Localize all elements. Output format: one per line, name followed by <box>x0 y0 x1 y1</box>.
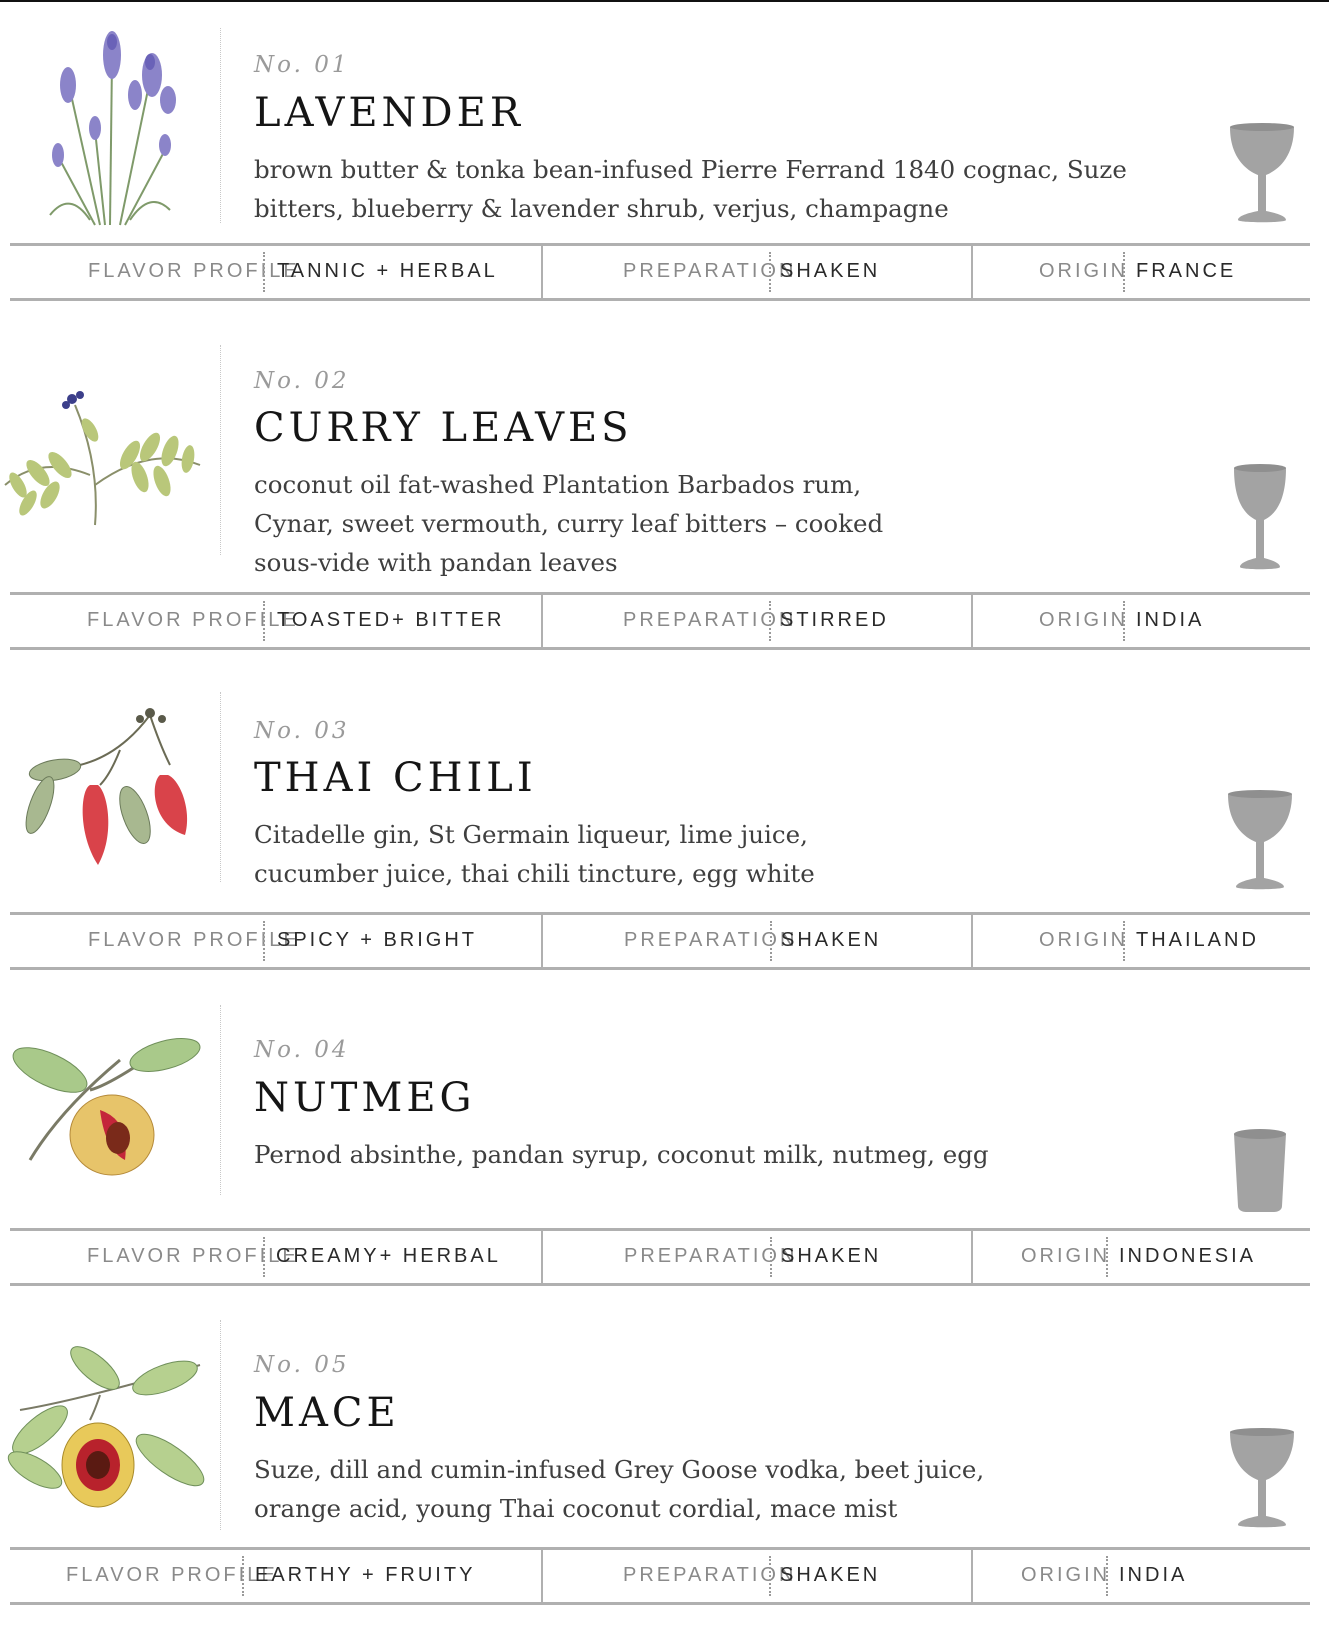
preparation-label: PREPARATION <box>623 260 797 282</box>
flavor-cell <box>10 246 541 298</box>
drink-description: brown butter & tonka bean-infused Pierre Ferrand 1840 cognac, Suze bitters, blueberry & lavender shrub, verjus, champagne <box>254 155 1127 223</box>
label-separator <box>769 601 771 641</box>
flavor-value: TANNIC + HERBAL <box>277 260 498 282</box>
flavor-value: SPICY + BRIGHT <box>277 929 478 951</box>
preparation-value: STIRRED <box>780 609 889 631</box>
drink-number: No. 02 <box>254 368 350 394</box>
divider-dotted <box>220 692 221 882</box>
drink-description: Suze, dill and cumin-infused Grey Goose vodka, beet juice, orange acid, young Thai coconut cordial, mace mist <box>254 1455 985 1523</box>
drink-number: No. 04 <box>254 1037 350 1063</box>
origin-value: THAILAND <box>1136 929 1259 951</box>
label-separator <box>1123 921 1125 961</box>
curry-leaves-illustration <box>0 385 215 545</box>
top-rule <box>0 0 1329 2</box>
preparation-cell <box>541 1550 973 1602</box>
flavor-value: TOASTED+ BITTER <box>277 609 505 631</box>
preparation-cell <box>541 595 973 647</box>
origin-cell <box>971 1550 1312 1602</box>
origin-label: ORIGIN <box>1039 929 1129 951</box>
divider-dotted <box>220 345 221 555</box>
preparation-label: PREPARATION <box>624 929 798 951</box>
drink-name: CURRY LEAVES <box>254 405 633 451</box>
label-separator <box>242 1556 244 1596</box>
label-separator <box>769 1556 771 1596</box>
drink-name: NUTMEG <box>254 1075 476 1121</box>
preparation-cell <box>541 1231 973 1283</box>
flavor-value: EARTHY + FRUITY <box>255 1564 476 1586</box>
drink-description: Citadelle gin, St Germain liqueur, lime juice, cucumber juice, thai chili tincture, egg white <box>254 820 815 888</box>
flavor-cell <box>10 1231 541 1283</box>
origin-label: ORIGIN <box>1039 609 1129 631</box>
mace-illustration <box>0 1340 215 1515</box>
origin-label: ORIGIN <box>1039 260 1129 282</box>
label-separator <box>1123 601 1125 641</box>
flavor-label: FLAVOR PROFILE <box>87 1245 299 1267</box>
flavor-label: FLAVOR PROFILE <box>87 609 299 631</box>
label-separator <box>1106 1237 1108 1277</box>
flavor-value: CREAMY+ HERBAL <box>276 1245 501 1267</box>
preparation-value: SHAKEN <box>781 929 882 951</box>
preparation-value: SHAKEN <box>781 1245 882 1267</box>
flavor-cell <box>10 915 541 967</box>
origin-cell <box>971 1231 1312 1283</box>
flavor-label: FLAVOR PROFILE <box>88 929 300 951</box>
drink-name: MACE <box>254 1390 400 1436</box>
origin-value: FRANCE <box>1136 260 1237 282</box>
preparation-label: PREPARATION <box>624 1245 798 1267</box>
info-bar <box>10 912 1310 970</box>
label-separator <box>1106 1556 1108 1596</box>
info-bar <box>10 243 1310 301</box>
preparation-label: PREPARATION <box>623 609 797 631</box>
drink-name: THAI CHILI <box>254 755 537 801</box>
divider-dotted <box>220 1320 221 1530</box>
thai-chili-illustration <box>0 705 215 875</box>
flavor-cell <box>10 1550 541 1602</box>
label-separator <box>263 1237 265 1277</box>
divider-dotted <box>220 1005 221 1195</box>
label-separator <box>770 921 772 961</box>
tumbler-glass-icon <box>1232 1128 1288 1218</box>
drink-number: No. 03 <box>254 718 350 744</box>
label-separator <box>263 252 265 292</box>
origin-cell <box>971 915 1312 967</box>
drink-number: No. 05 <box>254 1352 350 1378</box>
flavor-label: FLAVOR PROFILE <box>88 260 300 282</box>
origin-cell <box>971 595 1312 647</box>
drink-description: Pernod absinthe, pandan syrup, coconut milk, nutmeg, egg <box>254 1140 989 1169</box>
origin-label: ORIGIN <box>1021 1564 1111 1586</box>
origin-value: INDONESIA <box>1119 1245 1257 1267</box>
preparation-cell <box>541 915 973 967</box>
origin-value: INDIA <box>1136 609 1205 631</box>
info-bar <box>10 1228 1310 1286</box>
label-separator <box>1123 252 1125 292</box>
flavor-cell <box>10 595 541 647</box>
coupe-glass-icon <box>1228 123 1296 229</box>
lavender-illustration <box>0 20 215 230</box>
preparation-label: PREPARATION <box>623 1564 797 1586</box>
origin-value: INDIA <box>1119 1564 1188 1586</box>
drink-number: No. 01 <box>254 52 350 78</box>
nutmeg-illustration <box>0 1030 215 1180</box>
preparation-value: SHAKEN <box>780 1564 881 1586</box>
divider-dotted <box>220 28 221 223</box>
preparation-cell <box>541 246 973 298</box>
info-bar <box>10 1547 1310 1605</box>
preparation-value: SHAKEN <box>780 260 881 282</box>
drink-description: coconut oil fat-washed Plantation Barbados rum, Cynar, sweet vermouth, curry leaf bitters – cooked sous-vide with pandan leaves <box>254 470 884 577</box>
coupe-glass-icon <box>1228 1428 1296 1534</box>
label-separator <box>769 252 771 292</box>
origin-cell <box>971 246 1312 298</box>
label-separator <box>263 601 265 641</box>
flavor-label: FLAVOR PROFILE <box>66 1564 278 1586</box>
label-separator <box>770 1237 772 1277</box>
origin-label: ORIGIN <box>1021 1245 1111 1267</box>
label-separator <box>263 921 265 961</box>
info-bar <box>10 592 1310 650</box>
nick-and-nora-glass-icon <box>1232 464 1288 576</box>
drink-name: LAVENDER <box>254 90 524 136</box>
coupe-glass-icon <box>1226 790 1294 896</box>
